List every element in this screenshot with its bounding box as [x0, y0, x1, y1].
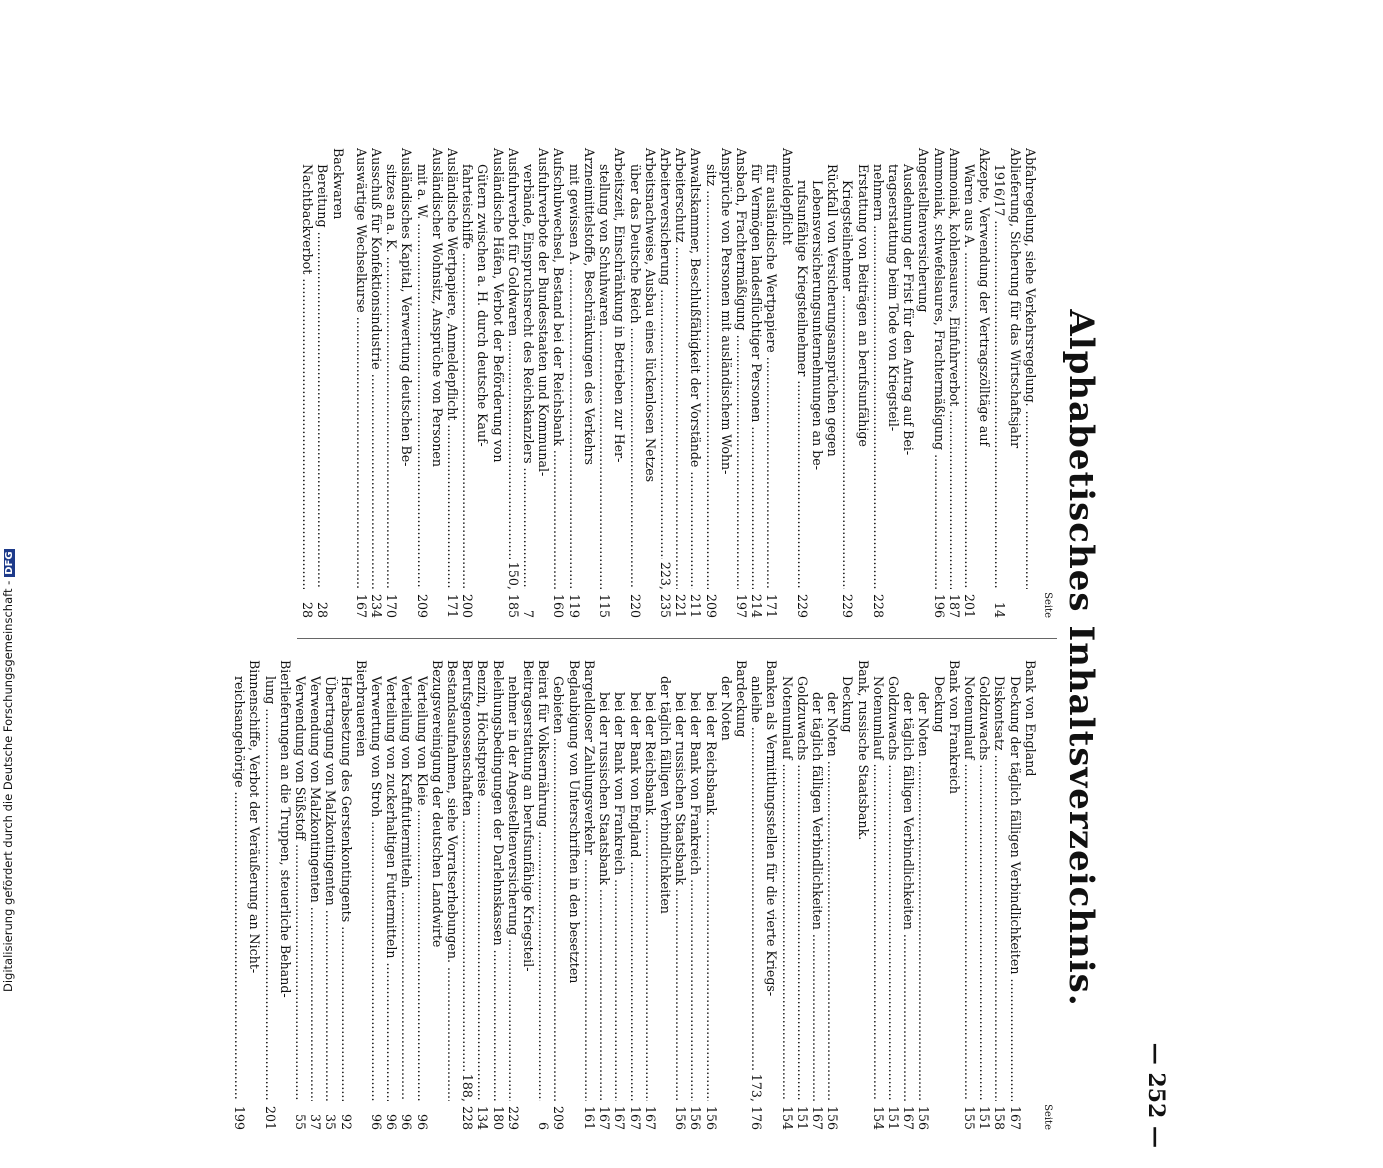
index-entry	[643, 660, 658, 1130]
index-entry	[734, 148, 749, 618]
entry-text: fahrteischiffe .....	[460, 164, 475, 589]
credit-text: Digitalisierung gefördert durch die Deutsche Forschungsgemeinschaft -	[1, 580, 15, 992]
index-entry	[414, 660, 429, 1130]
entry-page: 156	[916, 1105, 932, 1130]
entry-text: Notenumlauf .....	[871, 676, 886, 1101]
index-entry	[506, 660, 521, 1130]
entry-page: 92	[338, 1113, 354, 1130]
index-entry	[612, 660, 627, 1130]
entry-page: 197	[733, 593, 749, 618]
index-entry	[567, 660, 582, 1130]
entry-text: Arbeitszeit, Einschränkung in Betrieben zur Her-	[612, 148, 628, 463]
index-entry	[338, 660, 353, 1130]
index-entry	[369, 148, 384, 618]
entry-text: Bank von England	[1022, 660, 1038, 777]
entry-text: tragserstattung beim Tode von Kriegsteil-	[885, 164, 901, 432]
index-entry	[627, 660, 642, 1130]
entry-page: 156	[673, 1105, 689, 1130]
index-entry	[384, 660, 399, 1130]
entry-page: 156	[703, 1105, 719, 1130]
index-entry	[719, 660, 734, 1130]
entry-page: 158	[992, 1105, 1008, 1130]
index-entry	[658, 660, 673, 1130]
index-entry	[992, 148, 1007, 618]
index-entry	[323, 660, 338, 1130]
index-entry	[460, 660, 475, 1130]
entry-text: sitzes an a. K. .....	[384, 164, 399, 589]
entry-text: für ausländische Wertpapiere .....	[764, 164, 779, 589]
entry-page: 221	[673, 593, 689, 618]
entry-text: 1916/17 .....	[992, 164, 1007, 589]
entry-text: Übertragung von Malzkontingenten .....	[323, 676, 338, 1101]
entry-page: 180	[490, 1105, 506, 1130]
index-entry	[795, 660, 810, 1130]
index-entry	[840, 660, 855, 1130]
entry-text: Benzin, Höchstpreise .....	[475, 660, 490, 1101]
entry-page: 55	[293, 1113, 309, 1130]
index-entry	[521, 148, 536, 618]
index-entry	[947, 660, 962, 1130]
index-entry	[597, 660, 612, 1130]
entry-text: Verwendung von Malzkontingenten .....	[308, 676, 323, 1101]
index-entry	[536, 148, 551, 618]
index-entry	[627, 148, 642, 618]
entry-page: 154	[779, 1105, 795, 1130]
entry-text: der Noten .....	[916, 692, 931, 1101]
entry-page	[1023, 589, 1038, 618]
index-entry	[460, 148, 475, 618]
entry-page: 201	[262, 1105, 278, 1130]
entry-text: Anmeldepflicht	[779, 148, 795, 245]
index-entry	[825, 148, 840, 618]
entry-text: Lebensversicherungsunternehmungen an be-	[809, 180, 825, 470]
index-entry	[354, 148, 369, 618]
entry-page: 167	[612, 1105, 628, 1130]
entry-page: 171	[445, 593, 461, 618]
index-entry	[1023, 660, 1038, 1130]
index-entry	[1007, 660, 1022, 1130]
entry-page: 196	[931, 593, 947, 618]
entry-text: nehmer in der Angestelltenversicherung .....	[506, 676, 521, 1101]
entry-text: über das Deutsche Reich .....	[627, 164, 642, 589]
index-entry	[490, 148, 505, 618]
index-entry	[445, 660, 460, 1130]
entry-text: Angestelltenversicherung	[916, 148, 932, 313]
index-entry	[901, 660, 916, 1130]
entry-text: der täglich fälligen Verbindlichkeiten .....	[810, 692, 825, 1101]
entry-page: 187	[946, 593, 962, 618]
index-entry	[232, 660, 247, 1130]
index-entry	[673, 148, 688, 618]
entry-page: 167	[642, 1105, 658, 1130]
index-entry	[719, 148, 734, 618]
entry-text: Bardeckung	[733, 660, 749, 738]
entry-text: bei der russischen Staatsbank .....	[597, 692, 612, 1101]
index-entry	[977, 148, 992, 618]
entry-text: Banken als Vermittlungsstellen für die vierte Kriegs-	[764, 660, 780, 997]
entry-text: Bierbrauereien	[353, 660, 369, 757]
page-title: Alphabetisches Inhaltsverzeichnis.	[1061, 309, 1101, 1007]
index-entry	[673, 660, 688, 1130]
entry-page: 28	[300, 601, 316, 618]
entry-page: 96	[384, 1113, 400, 1130]
entry-text: mit gewissen A. .....	[567, 164, 582, 589]
index-entry	[749, 148, 764, 618]
index-entry	[278, 660, 293, 1130]
entry-page: 154	[870, 1105, 886, 1130]
index-entry	[916, 148, 931, 618]
entry-page: 6	[536, 1121, 552, 1130]
digitization-credit	[1, 551, 15, 992]
entry-text: Ansbach, Frachtermäßigung .....	[734, 148, 749, 589]
entry-text: rufsunfähige Kriegsteilnehmer .....	[795, 180, 810, 589]
entry-text: Ausländische Häfen, Verbot der Beförderung von	[490, 148, 506, 463]
entry-text: Arbeiterversicherung .....	[658, 148, 673, 559]
entry-page: 167	[353, 593, 369, 618]
entry-page: 151	[977, 1105, 993, 1130]
entry-text: Deckung der täglich fälligen Verbindlichkeiten .....	[1007, 676, 1022, 1101]
entry-page: 155	[961, 1105, 977, 1130]
index-entry	[703, 660, 718, 1130]
entry-text: Akzepte, Verwendung der Vertragszölltäge auf	[977, 148, 993, 447]
entry-text: für Vermögen landesflüchtiger Personen .....	[749, 164, 764, 589]
entry-text: Arzneimittelstoffe, Beschränkungen des Verkehrs	[581, 148, 597, 465]
entry-text: Ausfuhrverbote der Bundesstaaten und Kommunal-	[536, 148, 552, 477]
index-entry	[810, 660, 825, 1130]
index-entry	[688, 148, 703, 618]
entry-text: Beglaubigung von Unterschriften in den besetzten	[566, 660, 582, 984]
entry-text: Ausländisches Kapital, Verwertung deutschen Be-	[399, 148, 415, 467]
entry-page: 151	[885, 1105, 901, 1130]
entry-text: Gütern zwischen a. H. durch deutsche Kauf-	[475, 164, 491, 447]
entry-text: Verteilung von Kraftfuttermitteln .....	[399, 676, 414, 1101]
entry-page: 170	[384, 593, 400, 618]
index-entry	[977, 660, 992, 1130]
entry-page: 156	[825, 1105, 841, 1130]
entry-page: 211	[688, 593, 704, 618]
entry-text: Ausländische Wertpapiere, Anmeldepflicht .....	[445, 148, 460, 589]
index-entry	[840, 148, 855, 618]
index-entry	[521, 660, 536, 1130]
entry-page: 167	[809, 1105, 825, 1130]
entry-page: 96	[414, 1113, 430, 1130]
entry-page: 220	[627, 593, 643, 618]
page-number: — 252 —	[1143, 1042, 1169, 1148]
entry-page: 156	[688, 1105, 704, 1130]
entry-text: reichsangehörige .....	[232, 676, 247, 1101]
index-entry	[300, 148, 315, 618]
entry-page: 209	[703, 593, 719, 618]
index-entry	[886, 148, 901, 618]
entry-page: 14	[992, 601, 1008, 618]
entry-text: Ansprüche von Personen mit ausländischem Wohn-	[718, 148, 734, 475]
index-entry	[1023, 148, 1038, 618]
entry-text: Bereitung .....	[315, 164, 330, 589]
index-entry	[947, 148, 962, 618]
index-entry	[871, 148, 886, 618]
entry-text: Beirat für Volksernährung .....	[536, 660, 551, 1101]
entry-text: der Noten	[718, 676, 734, 741]
entry-page: 173, 176	[749, 1073, 765, 1130]
index-entry	[795, 148, 810, 618]
entry-page: 150, 185	[505, 561, 521, 618]
scanned-page	[232, 148, 1169, 1168]
entry-text: bei der Bank von England .....	[627, 692, 642, 1101]
entry-page: 214	[749, 593, 765, 618]
index-entry	[855, 148, 870, 618]
entry-page: 35	[323, 1113, 339, 1130]
index-entry	[399, 660, 414, 1130]
index-entry	[384, 148, 399, 618]
index-entry	[567, 148, 582, 618]
entry-text: Ammoniak, kohlensaures, Einfuhrverbot .....	[947, 148, 962, 589]
entry-text: lung .....	[262, 676, 277, 1101]
index-entry	[871, 660, 886, 1130]
entry-text: Bestandsaufnahmen, siehe Vorratserhebungen. .....	[445, 660, 460, 1101]
entry-text: Auswärtige Wechselkurse .....	[354, 148, 369, 589]
entry-text: bei der Bank von Frankreich .....	[688, 692, 703, 1101]
index-column-right	[232, 660, 1055, 1130]
entry-page: 167	[627, 1105, 643, 1130]
entry-text: Herabsetzung des Gerstenkontingents .....	[338, 676, 353, 1101]
entry-text: Bank, russische Staatsbank.	[855, 660, 871, 841]
index-entry	[764, 148, 779, 618]
entry-page: 171	[764, 593, 780, 618]
entry-text: Verwendung von Süßstoff .....	[293, 676, 308, 1101]
index-entry	[430, 660, 445, 1130]
entry-text: Kriegsteilnehmer .....	[840, 180, 855, 589]
entry-page: 228	[870, 593, 886, 618]
entry-text: Erstattung von Beiträgen an berufsunfähige	[855, 164, 871, 447]
index-entry	[330, 148, 345, 618]
entry-text: Deckung	[840, 676, 856, 733]
index-entry	[855, 660, 870, 1130]
entry-text: Ammoniak, schwefelsaures, Frachtermäßigung .....	[931, 148, 946, 589]
entry-text: Notenumlauf .....	[962, 676, 977, 1101]
entry-text: bei der Bank von Frankreich .....	[612, 692, 627, 1101]
entry-text: Beleihungsbedingungen der Darlehnskassen .....	[490, 660, 505, 1101]
index-entry	[931, 148, 946, 618]
entry-text: Verteilung von Kleie .....	[414, 676, 429, 1101]
entry-page: 199	[232, 1105, 248, 1130]
entry-page: 188, 228	[460, 1073, 476, 1130]
entry-text: bei der Reichsbank .....	[643, 692, 658, 1101]
entry-text: bei der Reichsbank .....	[703, 692, 718, 1101]
index-entry	[764, 660, 779, 1130]
entry-text: der täglich fälligen Verbindlichkeiten .....	[901, 692, 916, 1101]
entry-text: bei der russischen Staatsbank .....	[673, 692, 688, 1101]
entry-page: 28	[315, 601, 331, 618]
entry-page: 209	[551, 1105, 567, 1130]
entry-text: Ausdehnung der Frist für den Antrag auf Bei-	[901, 164, 917, 456]
entry-page: 7	[521, 609, 537, 618]
index-entry	[315, 148, 330, 618]
entry-text: Binnenschiffe, Verbot der Veräußerung an Nicht-	[247, 660, 263, 974]
index-entry	[399, 148, 414, 618]
dfg-logo: DFG	[4, 551, 15, 575]
entry-page: 229	[794, 593, 810, 618]
entry-text: Nachtbackverbot .....	[300, 164, 315, 589]
entry-text: der täglich fälligen Verbindlichkeiten	[657, 676, 673, 914]
entry-text: Gebieten .....	[551, 676, 566, 1101]
index-entry	[931, 660, 946, 1130]
index-entry	[779, 148, 794, 618]
index-entry	[779, 660, 794, 1130]
index-entry	[688, 660, 703, 1130]
index-entry	[901, 148, 916, 618]
column-divider	[297, 638, 1057, 639]
index-entry	[658, 148, 673, 618]
entry-text: Waren aus A. .....	[962, 164, 977, 589]
entry-page: 229	[505, 1105, 521, 1130]
entry-page: 134	[475, 1105, 491, 1130]
index-entry	[597, 148, 612, 618]
index-entry	[293, 660, 308, 1130]
index-entry	[1007, 148, 1022, 618]
entry-page: 160	[551, 593, 567, 618]
entry-page	[445, 1101, 460, 1130]
index-entry	[962, 148, 977, 618]
entry-text: Verwertung von Stroh .....	[369, 676, 384, 1101]
index-entry	[475, 148, 490, 618]
entry-text: Beitragserstattung an berufsunfähige Kriegsteil-	[521, 660, 537, 972]
index-entry	[551, 660, 566, 1130]
index-column-left	[300, 148, 1055, 618]
entry-page: 161	[581, 1105, 597, 1130]
entry-page: 96	[399, 1113, 415, 1130]
entry-text: der Noten .....	[825, 692, 840, 1101]
index-entry	[612, 148, 627, 618]
entry-text: Bank von Frankreich	[946, 660, 962, 794]
entry-page: 200	[460, 593, 476, 618]
index-entry	[247, 660, 262, 1130]
index-entry	[308, 660, 323, 1130]
index-entry	[354, 660, 369, 1130]
entry-text: Goldzuwachs .....	[977, 676, 992, 1101]
entry-page: 234	[369, 593, 385, 618]
entry-page: 37	[308, 1113, 324, 1130]
index-entry	[749, 660, 764, 1130]
index-entry	[414, 148, 429, 618]
entry-text: Arbeitsnachweise, Ausbau eines lückenlosen Netzes	[642, 148, 658, 483]
index-entry	[551, 148, 566, 618]
entry-text: Aufschubwechsel, Bestand bei der Reichsbank .....	[551, 148, 566, 589]
entry-text: Verteilung von zuckerhaltigen Futtermitteln .....	[384, 676, 399, 1101]
entry-text: Ablieferung, Sicherung für das Wirtschaftsjahr	[1007, 148, 1023, 449]
entry-text: Bezugsvereinigung der deutschen Landwirte	[429, 660, 445, 948]
seite-label-right: Seite	[1042, 1104, 1053, 1130]
entry-text: Arbeiterschutz .....	[673, 148, 688, 589]
spacer	[346, 148, 354, 618]
index-entry	[490, 660, 505, 1130]
entry-page: 119	[566, 593, 582, 618]
entry-text: Ausschuß für Konfektionsindustrie .....	[369, 148, 384, 589]
entry-text: nehmern .....	[871, 164, 886, 589]
entry-text: Ausländischer Wohnsitz, Ansprüche von Personen	[429, 148, 445, 467]
entry-page: 167	[1007, 1105, 1023, 1130]
index-entry	[703, 148, 718, 618]
entry-page: 96	[369, 1113, 385, 1130]
entry-page: 201	[961, 593, 977, 618]
entry-text: Notenumlauf .....	[779, 676, 794, 1101]
entry-page: 115	[597, 593, 613, 618]
entry-text: Abfahregelung, siehe Verkehrsregelung. .....	[1023, 148, 1038, 589]
index-entry	[506, 148, 521, 618]
index-entry	[445, 148, 460, 618]
entry-text: stellung von Schuhwaren .....	[597, 164, 612, 589]
index-entry	[992, 660, 1007, 1130]
index-entry	[536, 660, 551, 1130]
index-entry	[262, 660, 277, 1130]
index-entry	[810, 148, 825, 618]
index-entry	[916, 660, 931, 1130]
entry-text: Diskontsatz .....	[992, 676, 1007, 1101]
index-entry	[962, 660, 977, 1130]
index-entry	[475, 660, 490, 1130]
entry-text: Goldzuwachs .....	[886, 676, 901, 1101]
entry-page: 151	[794, 1105, 810, 1130]
index-entry	[734, 660, 749, 1130]
seite-label-left: Seite	[1042, 592, 1053, 618]
entry-text: sitz .....	[703, 164, 718, 589]
entry-text: mit a. W. .....	[414, 164, 429, 589]
entry-text: Bargeldloser Zahlungsverkehr .....	[582, 660, 597, 1101]
index-entry	[369, 660, 384, 1130]
entry-text: Bierlieferungen an die Truppen, steuerliche Behand-	[277, 660, 293, 998]
entry-text: verbände, Einspruchsrecht des Reichskanzlers .....	[521, 164, 536, 589]
entry-text: Goldzuwachs .....	[795, 676, 810, 1101]
entry-text: anleihe .....	[749, 676, 764, 1071]
index-entry	[430, 148, 445, 618]
entry-text: Ausfuhrverbot für Goldwaren .....	[506, 148, 521, 559]
index-entry	[582, 660, 597, 1130]
entry-text: Rückfall von Versicherungsansprüchen gegen	[825, 164, 841, 457]
entry-text: Backwaren	[330, 148, 346, 220]
index-entry	[886, 660, 901, 1130]
index-entry	[582, 148, 597, 618]
entry-text: Anwaltskammer, Beschlußfähigkeit der Vorstände .....	[688, 148, 703, 589]
entry-page: 167	[597, 1105, 613, 1130]
entry-page: 167	[901, 1105, 917, 1130]
entry-page: 229	[840, 593, 856, 618]
entry-page: 209	[414, 593, 430, 618]
index-entry	[825, 660, 840, 1130]
index-entry	[643, 148, 658, 618]
entry-page: 223, 235	[657, 561, 673, 618]
entry-text: Deckung	[931, 676, 947, 733]
entry-text: Berufsgenossenschaften .....	[460, 660, 475, 1071]
